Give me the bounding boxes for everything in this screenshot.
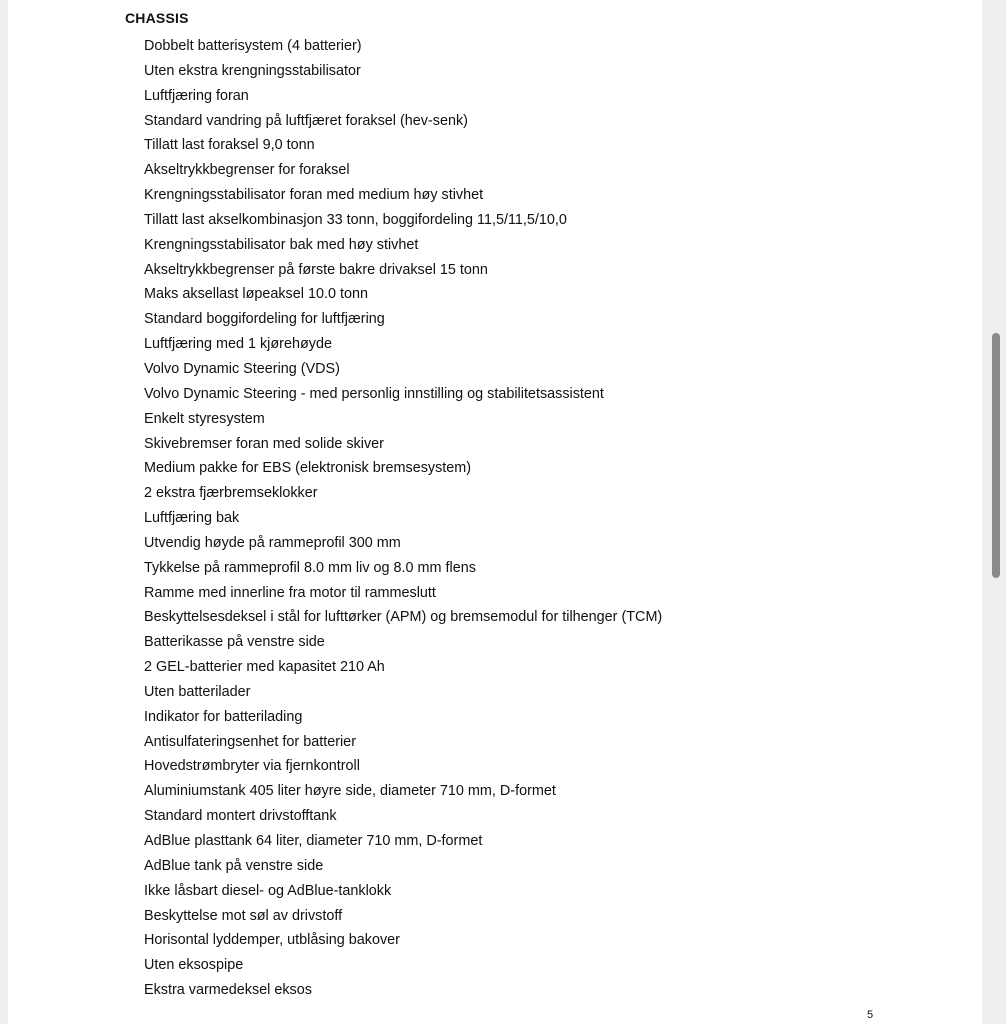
spec-list-item: Skivebremser foran med solide skiver <box>144 435 384 452</box>
spec-list <box>144 34 662 1003</box>
spec-list-item: Tillatt last akselkombinasjon 33 tonn, boggifordeling 11,5/11,5/10,0 <box>144 211 567 228</box>
spec-list-item: Tillatt last foraksel 9,0 tonn <box>144 137 315 154</box>
spec-list-item: Volvo Dynamic Steering (VDS) <box>144 360 340 377</box>
spec-list-item: Ikke låsbart diesel- og AdBlue-tanklokk <box>144 882 392 899</box>
spec-list-item: Luftfjæring bak <box>144 510 240 527</box>
spec-list-item: Indikator for batterilading <box>144 708 303 725</box>
spec-list-item: Uten eksospipe <box>144 957 244 974</box>
spec-list-item: 2 ekstra fjærbremseklokker <box>144 485 318 502</box>
spec-list-item: Medium pakke for EBS (elektronisk bremsesystem) <box>144 460 472 477</box>
spec-list-item: AdBlue plasttank 64 liter, diameter 710 mm, D-formet <box>144 833 483 849</box>
spec-list-item: Uten batterilader <box>144 683 251 700</box>
spec-list-item: Ekstra varmedeksel eksos <box>144 982 312 999</box>
spec-list-item: Volvo Dynamic Steering - med personlig innstilling og stabilitetsassistent <box>144 385 604 402</box>
spec-list-item: AdBlue tank på venstre side <box>144 857 324 874</box>
spec-list-item: Dobbelt batterisystem (4 batterier) <box>144 38 362 54</box>
spec-list-item: Akseltrykkbegrenser for foraksel <box>144 162 350 179</box>
spec-list-item: Aluminiumstank 405 liter høyre side, diameter 710 mm, D-formet <box>144 783 556 800</box>
spec-list-item: 2 GEL-batterier med kapasitet 210 Ah <box>144 659 385 676</box>
spec-list-item: Tykkelse på rammeprofil 8.0 mm liv og 8.0 mm flens <box>144 559 476 576</box>
document-page <box>8 0 982 1024</box>
spec-list-item: Horisontal lyddemper, utblåsing bakover <box>144 932 400 949</box>
spec-list-item: Uten ekstra krengningsstabilisator <box>144 62 361 79</box>
spec-list-item: Krengningsstabilisator bak med høy stivhet <box>144 236 419 253</box>
spec-list-item: Beskyttelsesdeksel i stål for lufttørker (APM) og bremsemodul for tilhenger (TCM) <box>144 609 663 626</box>
spec-list-item: Luftfjæring foran <box>144 87 249 104</box>
page-number: 5 <box>867 1009 874 1021</box>
spec-list-item: Luftfjæring med 1 kjørehøyde <box>144 336 332 353</box>
spec-list-item: Enkelt styresystem <box>144 410 265 427</box>
spec-list-item: Antisulfateringsenhet for batterier <box>144 733 356 750</box>
spec-list-item: Beskyttelse mot søl av drivstoff <box>144 907 343 924</box>
spec-list-item: Utvendig høyde på rammeprofil 300 mm <box>144 534 401 551</box>
spec-list-item: Standard vandring på luftfjæret foraksel (hev-senk) <box>144 112 468 129</box>
spec-list-item: Standard boggifordeling for luftfjæring <box>144 311 385 328</box>
spec-list-item: Hovedstrømbryter via fjernkontroll <box>144 758 360 775</box>
spec-list-item: Akseltrykkbegrenser på første bakre drivaksel 15 tonn <box>144 261 488 278</box>
section-title: CHASSIS <box>125 10 189 26</box>
spec-list-item: Ramme med innerline fra motor til rammeslutt <box>144 584 436 601</box>
spec-list-item: Standard montert drivstofftank <box>144 808 337 825</box>
spec-list-item: Maks aksellast løpeaksel 10.0 tonn <box>144 286 368 303</box>
scrollbar-thumb[interactable] <box>992 333 1000 578</box>
spec-list-item: Krengningsstabilisator foran med medium høy stivhet <box>144 187 484 204</box>
spec-list-item: Batterikasse på venstre side <box>144 634 325 651</box>
